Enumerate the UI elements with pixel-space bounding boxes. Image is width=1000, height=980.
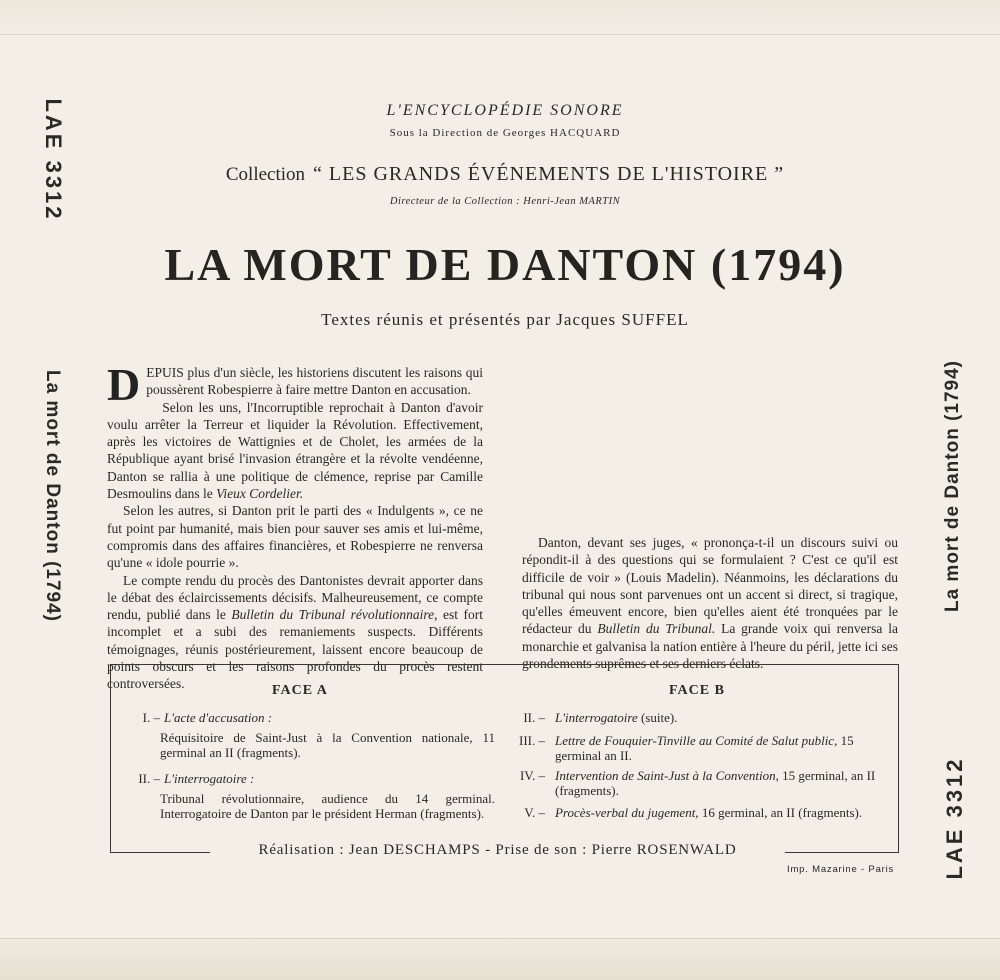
spine-title-right: La mort de Danton (1794)	[942, 359, 963, 613]
catalog-number-left: LAE 3312	[41, 98, 66, 222]
sleeve-top-fold	[0, 0, 1000, 35]
face-b-heading: FACE B	[669, 683, 725, 698]
credits-line: Réalisation : Jean DESCHAMPS - Prise de son : Pierre ROSENWALD	[258, 842, 737, 858]
collection-line	[100, 163, 910, 186]
collection-name: “ LES GRANDS ÉVÉNEMENTS DE L'HISTOIRE ”	[313, 163, 785, 185]
sleeve-bottom-fold	[0, 938, 1000, 980]
text-column-right	[522, 534, 898, 672]
paragraph-4: Le compte rendu du procès des Dantonistes devrait apporter dans le débat des éclaircissements décisifs. Malheureusement, ce compte rendu, publié dans le Bulletin du Tribunal révolutionnaire, est fort incomplet et a subi des remaniements suspects. Différents témoignages, réunis postérieurement, laissent encore beaucoup de points obscurs et les raisons profondes du procès restent controversées.	[107, 572, 483, 692]
paragraph-3: Selon les autres, si Danton prit le parti des « Indulgents », ce ne fut point par humanité, mais bien pour sauver ses amis et lui-même, compromis dans des affaires financières, et Robespierre ne renversa qu'une « idole pourrie ».	[107, 503, 483, 571]
paragraph-2: Selon les uns, l'Incorruptible reprochait à Danton d'avoir voulu arrêter la Terreur et liquider la Révolution. Effectivement, après les victoires de Wattignies et de Cholet, les armées de la République ayant brisé l'invasion étrangère et la révolte vendéenne, Danton se rallia à une politique de clémence, reprise par Camille Desmoulins dans le Vieux Cordelier.	[107, 399, 483, 502]
editor-line: Textes réunis et présentés par Jacques SUFFEL	[321, 310, 689, 329]
paragraph-1: DEPUIS plus d'un siècle, les historiens discutent les raisons qui poussèrent Robespierre à faire mettre Danton en accusation.	[107, 359, 483, 410]
collection-word: Collection	[225, 164, 306, 185]
collection-director: Directeur de la Collection : Henri-Jean MARTIN	[389, 196, 621, 207]
catalog-number-right: LAE 3312	[942, 756, 967, 880]
direction-line: Sous la Direction de Georges HACQUARD	[389, 127, 621, 139]
text-column-left	[107, 359, 483, 693]
credits-rule-right	[785, 852, 898, 853]
credits-rule-left	[110, 852, 210, 853]
spine-title-left: La mort de Danton (1794)	[42, 369, 63, 623]
paragraph-5: Danton, devant ses juges, « prononça-t-il un discours suivi ou répondit-il à des questions qui se formulaient ? C'est ce qu'il est difficile de voir » (Louis Madelin). Néanmoins, les déclarations du tribunal qui nous sont parvenues ont un accent si direct, si tragique, qu'elles émeuvent encore, bien qu'elles aient été tronquées par le rédacteur du Bulletin du Tribunal. La grande voix qui renversa la monarchie et galvanisa la nation entière à l'heure du péril, jette ici ses grondements suprêmes et ses derniers éclats.	[522, 535, 898, 672]
face-a-heading: FACE A	[272, 683, 328, 698]
encyclopedia-name: L'ENCYCLOPÉDIE SONORE	[386, 102, 624, 119]
printer-imprint: Imp. Mazarine - Paris	[787, 864, 895, 875]
album-title: LA MORT DE DANTON (1794)	[164, 239, 846, 290]
drop-cap: D	[107, 359, 141, 410]
